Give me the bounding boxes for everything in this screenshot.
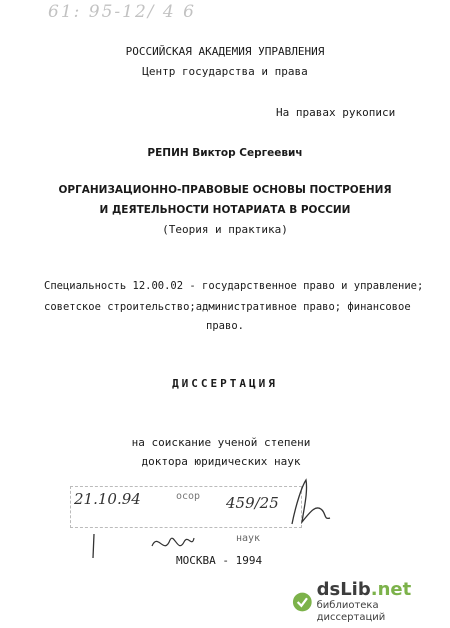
handwritten-mark-left: [84, 532, 104, 562]
title-line-1: ОРГАНИЗАЦИОННО-ПРАВОВЫЕ ОСНОВЫ ПОСТРОЕНИЯ: [58, 184, 392, 196]
title-line-2: И ДЕЯТЕЛЬНОСТИ НОТАРИАТА В РОССИИ: [99, 204, 351, 216]
dslib-brand: [317, 580, 442, 600]
handwritten-reference: 459/25: [226, 494, 279, 512]
handwritten-date: 21.10.94: [74, 490, 141, 508]
dslib-logo-icon: [292, 591, 313, 613]
handwritten-archive-number: 61: 95-12/ 4 6: [48, 2, 196, 22]
speciality-line-3: право.: [206, 320, 244, 332]
document-type: ДИССЕРТАЦИЯ: [172, 377, 278, 390]
dslib-tagline: библиотека диссертаций: [316, 600, 386, 623]
speciality-line-1: Специальность 12.00.02 - государственное право и управление;: [44, 280, 424, 292]
city-year: МОСКВА - 1994: [176, 554, 263, 567]
signature-scribble: [286, 474, 334, 530]
author-name: РЕПИН Виктор Сергеевич: [147, 147, 303, 159]
degree-line-2: доктора юридических наук: [141, 455, 301, 468]
speciality-line-2: советское строительство;административное право; финансовое: [44, 301, 411, 313]
dslib-brand-main: dsLib: [316, 579, 371, 600]
stamp-text-top: осор: [176, 491, 201, 502]
organization-name: РОССИЙСКАЯ АКАДЕМИЯ УПРАВЛЕНИЯ: [125, 45, 325, 58]
rights-note: На правах рукописи: [276, 106, 396, 119]
dslib-brand-suffix: .net: [370, 579, 412, 600]
degree-line-1: на соискание ученой степени: [131, 436, 311, 449]
department-name: Центр государства и права: [142, 65, 308, 78]
dslib-watermark-logo: [292, 579, 442, 623]
title-subtitle: (Теория и практика): [162, 223, 288, 236]
stamp-text-bottom: наук: [236, 533, 261, 544]
